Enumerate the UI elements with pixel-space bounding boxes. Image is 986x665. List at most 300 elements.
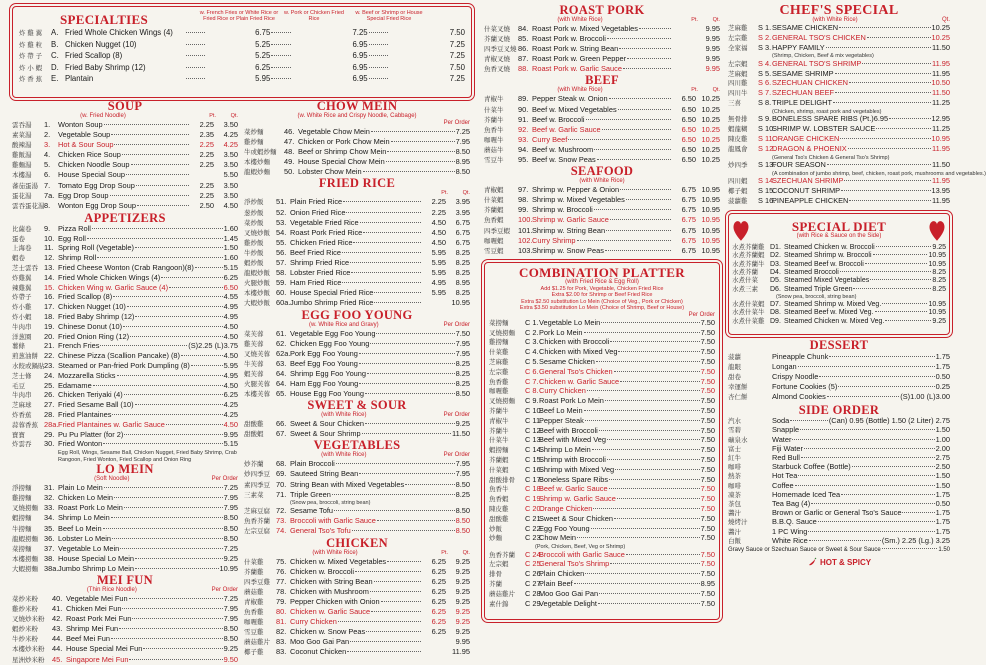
item-code: 49.	[284, 157, 295, 167]
item-price-pt: 6.75	[681, 215, 696, 225]
item-name: Beef Mei Fun	[66, 634, 110, 644]
item-price-qt: 3.50	[223, 180, 238, 190]
item-code: C 24.	[525, 549, 543, 559]
item-price: 7.25	[223, 594, 238, 604]
item-chinese: 水煮芥蘭牛	[732, 260, 765, 268]
item-price-qt: 9.95	[705, 54, 720, 64]
menu-item	[12, 483, 238, 493]
item-chinese: 菜炒麵	[244, 129, 264, 136]
item-name: Steamed Chicken w. Mixed Veg.	[784, 317, 885, 325]
item-code: 55.	[276, 237, 287, 247]
appetizers-section	[12, 212, 238, 463]
item-price: 7.50	[700, 598, 715, 608]
beef-title: BEEF	[585, 73, 619, 88]
menu-item	[244, 459, 470, 469]
item-price-pt: 2.25	[199, 140, 214, 150]
item-chinese: 炒麵	[489, 535, 502, 543]
menu-item	[244, 627, 470, 637]
item-price: 6.25	[223, 272, 238, 282]
chefs-qt: Qt.	[941, 17, 950, 23]
item-chinese: 菜炒飯	[244, 219, 264, 227]
item-name: Roast Pork Mei Fun	[66, 614, 132, 624]
item-chinese: 什菜雞	[489, 349, 509, 357]
item-code: D8.	[770, 309, 781, 317]
item-name: Almond Cookies	[772, 392, 826, 402]
item-chinese: 洋葱圈	[12, 333, 32, 341]
item-price: 7.25	[449, 74, 465, 83]
item-price-pt: 4.50	[431, 227, 446, 237]
item-price: 7.95	[455, 137, 470, 147]
item-name: SZECHUAN CHICKEN	[772, 78, 848, 88]
item-code: 62a.	[276, 348, 291, 358]
efy-sub: (w. White Rice and Gravy)	[308, 321, 379, 328]
leader-dots	[626, 554, 700, 555]
item-name: Steamed Mixed Vegetables	[784, 277, 870, 285]
item-code: 82.	[276, 627, 287, 637]
item-chinese: 菠蘿雞	[728, 197, 748, 205]
item-name: Fried Wonton	[58, 439, 103, 449]
leader-dots	[338, 621, 421, 622]
item-name: Hot & Sour Soup	[58, 140, 114, 150]
menu-item	[484, 135, 720, 145]
item-code: D6.	[770, 285, 781, 293]
item-code: 43.	[52, 624, 63, 634]
item-name: Steamed Chicken w. Broccoli	[784, 243, 875, 251]
leader-dots	[334, 510, 455, 511]
item-chinese: 蕃茄蛋湯	[12, 182, 38, 190]
item-code: 2.	[44, 130, 51, 140]
item-name: Brown or Garlic or General Tso's Sauce	[772, 508, 902, 518]
item-price: 1.60	[223, 223, 238, 233]
leader-dots	[835, 92, 931, 93]
fried-rice-title: FRIED RICE	[318, 176, 396, 191]
menu-item	[12, 554, 238, 564]
item-name: White Rice	[772, 535, 808, 545]
item-chinese: 椰子蝦	[728, 188, 748, 196]
item-chinese: 三素菜	[244, 491, 264, 499]
item-name: Plain Lo Mein	[58, 483, 103, 493]
item-price-pt: 4.50	[431, 237, 446, 247]
item-name: General Tso's Tofu	[290, 526, 351, 536]
menu-item	[484, 215, 720, 225]
leader-dots	[346, 212, 421, 213]
menu-item	[728, 445, 950, 454]
chefs-sub: (with White Rice)	[812, 17, 858, 23]
beef-qt: Qt.	[712, 87, 720, 94]
leader-dots	[387, 151, 454, 152]
menu-item	[244, 339, 470, 349]
ss-sub: (with White Rice)	[321, 412, 367, 419]
item-price: 10.95	[219, 563, 238, 573]
leader-dots	[801, 457, 935, 458]
item-chinese: 青椒牛	[484, 96, 504, 104]
item-price-pt: 6.50	[681, 94, 696, 104]
leader-dots	[387, 561, 421, 562]
item-chinese: 咖喱牛	[484, 136, 504, 144]
leader-dots	[123, 326, 223, 327]
leader-dots	[114, 497, 223, 498]
item-price-pt: 6.50	[681, 144, 696, 154]
item-name: Coffee	[772, 480, 794, 490]
item-note: (General Tso's Chicken & General Tso's Shrimp)	[772, 154, 890, 161]
leader-dots	[596, 361, 700, 362]
item-code: 7.	[44, 180, 51, 190]
item-name: GENERAL TSO'S SHRIMP	[772, 58, 862, 68]
item-name: Curry Chicken	[539, 386, 586, 396]
leader-dots	[122, 608, 222, 609]
menu-item	[12, 160, 238, 170]
item-chinese: 雞撈麵	[489, 339, 509, 347]
item-code: 52.	[276, 207, 287, 217]
veg-per-order: Per Order	[443, 452, 470, 459]
item-code: 40.	[52, 594, 63, 604]
item-price: 10.50	[931, 78, 950, 88]
item-name: Steamed Beef w. Mixed Veg.	[784, 309, 874, 317]
item-price: 5.15	[223, 263, 238, 273]
menu-item	[489, 319, 715, 329]
item-price: 1.50	[935, 471, 950, 481]
item-chinese: 甜酸雞	[244, 421, 264, 429]
specialty-item	[19, 63, 465, 75]
item-name: COCONUT SHRIMP	[772, 186, 841, 196]
item-chinese: 叉燒炒米粉	[12, 616, 45, 624]
chow-mein-per-order: Per Order	[443, 120, 470, 126]
item-code: 5.	[44, 160, 51, 170]
item-note: (Snow pea, broccoli, string bean)	[290, 499, 371, 506]
item-name: String Bean with Mixed Vegetables	[290, 479, 405, 489]
leader-dots	[826, 47, 931, 48]
item-chinese: 炸 小 蝦	[19, 64, 43, 72]
leader-dots	[870, 279, 931, 280]
leader-dots	[110, 195, 189, 196]
item-chinese: 大蝦炒飯	[244, 300, 270, 308]
item-code: 37.	[44, 543, 55, 553]
menu-item	[244, 349, 470, 359]
item-chinese: 蝦芙蓉	[244, 370, 264, 378]
menu-item	[489, 417, 715, 427]
leader-dots	[889, 118, 930, 119]
item-chinese: 芝士條	[12, 372, 32, 380]
item-code: 1.	[44, 120, 51, 129]
menu-item	[732, 261, 946, 269]
leader-dots	[362, 433, 451, 434]
leader-dots	[627, 58, 671, 59]
leader-dots	[363, 232, 421, 233]
item-code: 25.	[44, 380, 55, 390]
leader-dots	[405, 484, 454, 485]
item-name: SESAME SHRIMP	[772, 68, 834, 78]
item-price: 5.25	[255, 51, 271, 60]
item-code: 73.	[276, 516, 287, 526]
leader-dots	[377, 520, 455, 521]
menu-item	[244, 607, 470, 617]
leader-dots	[838, 386, 934, 387]
item-price-qt: 4.25	[223, 140, 238, 150]
item-code: 84.	[518, 24, 529, 33]
item-name: Beef w. Snow Peas	[532, 155, 596, 165]
item-name: ORANGE CHICKEN	[772, 133, 840, 143]
item-chinese: 薯條	[12, 343, 25, 351]
item-code: C 6.	[525, 366, 539, 376]
item-name: Wonton Egg Drop Soup	[58, 200, 136, 210]
item-name: Tomato Egg Drop Soup	[58, 180, 135, 190]
item-code: 30.	[44, 439, 55, 449]
item-price: 7.50	[700, 327, 715, 337]
item-price: 2.00	[935, 443, 950, 453]
item-code: 12.	[44, 253, 55, 263]
item-price: 7.50	[700, 405, 715, 415]
leader-dots	[599, 430, 700, 431]
item-price-qt: 8.25	[455, 247, 470, 257]
leader-dots	[615, 469, 699, 470]
item-chinese: 雪豆雞	[244, 629, 264, 637]
leader-dots	[865, 263, 928, 264]
item-name: Beef with Broccoli	[539, 425, 598, 435]
menu-item	[732, 301, 946, 309]
item-name: Roast Pork Lo Mein	[539, 396, 604, 406]
menu-item	[244, 516, 470, 526]
leader-dots	[620, 189, 671, 190]
item-price: 1.75	[935, 526, 950, 536]
leader-dots	[849, 200, 931, 201]
item-price-qt: 9.25	[455, 596, 470, 606]
item-code: 92.	[518, 124, 529, 134]
item-name: Pepper Steak w. Onion	[532, 94, 608, 104]
item-price: 1.60	[223, 253, 238, 263]
item-price-pt: 6.25	[431, 576, 446, 586]
leader-dots	[111, 134, 189, 135]
leader-dots	[100, 345, 187, 346]
item-price-pt: 6.75	[681, 205, 696, 215]
leader-dots	[369, 55, 388, 56]
item-chinese: 蒜蓉香蕉	[12, 421, 38, 429]
item-price: 6.75	[255, 28, 271, 37]
item-code: 68.	[276, 459, 287, 469]
item-price: 8.50	[223, 634, 238, 644]
menu-item	[12, 120, 238, 130]
leader-dots	[592, 449, 700, 450]
leader-dots	[350, 641, 421, 642]
item-price-qt: 9.25	[455, 586, 470, 596]
item-code: S 1.	[758, 23, 772, 32]
egg-foo-young-section	[244, 309, 470, 400]
item-price: 7.50	[700, 549, 715, 559]
leader-dots	[841, 190, 930, 191]
item-name: Chicken with Mixed Veg	[539, 347, 618, 357]
item-chinese: 雪豆蝦	[484, 247, 504, 255]
soup-sub: (w. Fried Noodle)	[80, 113, 126, 119]
item-name: Steamed Beef w. Broccoli	[784, 260, 864, 268]
chicken-sub: (with White Rice)	[312, 549, 358, 556]
leader-dots	[92, 228, 223, 229]
lo-mein-section	[12, 463, 238, 574]
leader-dots	[191, 365, 223, 366]
leader-dots	[336, 463, 455, 464]
item-code: 47.	[284, 137, 295, 147]
item-name: SESAME CHICKEN	[772, 23, 839, 32]
item-chinese: 炒四季豆	[244, 471, 270, 479]
item-chinese: 炸 雞 翼	[19, 30, 43, 37]
menu-item	[732, 244, 946, 252]
item-code: D2.	[770, 252, 781, 260]
item-code: 83.	[276, 647, 287, 657]
item-name: French Fries	[58, 341, 100, 351]
menu-item	[732, 277, 946, 285]
item-price-qt: 9.95	[705, 24, 720, 33]
item-name: Roast Pork w. Garlic Sauce	[532, 64, 622, 74]
item-chinese: 牛撈麵	[12, 525, 32, 533]
leader-dots	[902, 512, 934, 513]
item-price-qt: 6.75	[455, 227, 470, 237]
menu-item	[489, 600, 715, 610]
item-price: 1.75	[935, 517, 950, 527]
leader-dots	[181, 355, 223, 356]
item-price-qt: 10.25	[701, 134, 720, 144]
leader-dots	[584, 410, 700, 411]
leader-dots	[614, 518, 700, 519]
menu-item	[728, 161, 950, 171]
item-price: 10.95	[928, 309, 946, 317]
item-note: (Shrimp, Chicken, Beef & mix vegetables)	[772, 53, 874, 60]
leader-dots	[111, 638, 223, 639]
menu-item	[728, 44, 950, 54]
item-name: Egg Roll	[58, 233, 86, 243]
item-chinese: 寶寶	[12, 431, 25, 439]
item-chinese: 芝士雲吞	[12, 265, 38, 273]
item-price-pt: 6.75	[681, 235, 696, 245]
item-price-pt: 2.35	[199, 130, 214, 140]
item-name: Roast Pork w. String Bean	[532, 44, 619, 54]
item-name: HAPPY FAMILY	[772, 42, 825, 52]
item-code: 44.	[52, 634, 63, 644]
item-name: Plain Broccoli	[290, 459, 335, 469]
menu-item	[489, 495, 715, 505]
item-price: (S)2.25 (L)3.75	[188, 341, 238, 351]
item-price: 4.50	[223, 331, 238, 341]
menu-item	[728, 472, 950, 481]
leader-dots	[610, 563, 699, 564]
item-code: C 9.	[525, 396, 539, 406]
item-code: S 6.	[758, 78, 772, 88]
menu-item	[489, 436, 715, 446]
menu-item	[484, 24, 720, 34]
item-price: 7.50	[700, 396, 715, 406]
item-chinese: 龍蝦炒飯	[244, 270, 270, 278]
menu-item	[12, 624, 238, 634]
menu-item	[244, 288, 470, 298]
item-name: Vegetable Soup	[58, 130, 111, 140]
item-code: 75.	[276, 556, 287, 566]
item-name: Moo Goo Gai Pan	[290, 637, 350, 647]
item-name: Shrimp Lo Mein	[58, 513, 110, 523]
item-price: 7.50	[700, 347, 715, 357]
leader-dots	[124, 507, 223, 508]
item-code: 93.	[518, 134, 529, 144]
item-note: (Pork, Chicken, Beef, Veg or Shrimp)	[535, 544, 626, 551]
menu-item	[728, 382, 950, 392]
item-name: Chicken Mei Fun	[66, 604, 122, 614]
leader-dots	[369, 44, 388, 45]
menu-item	[484, 195, 720, 205]
item-code: C 1.	[525, 317, 539, 327]
item-chinese: 牛炒飯	[244, 249, 264, 257]
item-name: Chicken Nugget (10)	[58, 302, 126, 312]
item-price: 7.95	[223, 604, 238, 614]
item-price-pt: 6.25	[431, 606, 446, 616]
item-chinese: 富士	[728, 445, 741, 453]
item-name: Longan	[772, 361, 797, 371]
menu-item	[489, 407, 715, 417]
item-price-qt: 9.25	[455, 576, 470, 586]
menu-item	[489, 515, 715, 525]
leader-dots	[135, 568, 219, 569]
item-price: 8.50	[223, 533, 238, 543]
item-chinese: 蘑菇雞片	[244, 639, 270, 647]
menu-item	[484, 115, 720, 125]
menu-item	[728, 426, 950, 435]
leader-dots	[618, 351, 699, 352]
menu-item	[12, 513, 238, 523]
ss-title: SWEET & SOUR	[307, 398, 407, 413]
leader-dots	[610, 341, 699, 342]
leader-dots	[862, 63, 931, 64]
item-name: Chicken with Mushroom	[290, 586, 369, 596]
leader-dots	[639, 28, 671, 29]
item-chinese: 比薩卷	[12, 225, 32, 233]
menu-item	[12, 493, 238, 503]
item-chinese: 雞芙蓉	[244, 340, 264, 348]
leader-dots	[342, 282, 421, 283]
item-name: Spring Roll (Vegetable)	[58, 243, 135, 253]
item-price-pt: 6.75	[681, 185, 696, 195]
item-code: 17.	[44, 302, 55, 312]
item-code: 72.	[276, 506, 287, 516]
item-name: Sweet & Sour Chicken	[539, 513, 613, 523]
item-chinese: 咖啡	[728, 482, 741, 490]
leader-dots	[371, 611, 421, 612]
item-price: 8.25	[455, 368, 470, 378]
leader-dots	[119, 628, 222, 629]
menu-item	[728, 352, 950, 362]
item-code: 103.	[518, 245, 533, 255]
item-chinese: 火腿炒飯	[244, 280, 270, 288]
item-chinese: 本樓炒麵	[244, 159, 270, 167]
leader-dots	[835, 73, 931, 74]
item-name: Shrimp w. Garlic Sauce	[539, 494, 616, 504]
item-name: Pork Lo Mein	[539, 327, 583, 337]
leader-dots	[607, 38, 671, 39]
item-price: 6.95	[352, 74, 368, 83]
menu-item	[489, 348, 715, 358]
item-chinese: 本樓湯	[12, 172, 32, 180]
leader-dots	[370, 591, 421, 592]
item-name: Jumbo Shrimp Fried Rice	[290, 298, 374, 308]
item-code: 13.	[44, 263, 55, 273]
menu-item	[728, 197, 950, 207]
item-name: Shrimp Lo Mein	[539, 445, 591, 455]
item-code: 38.	[44, 553, 55, 563]
item-chinese: 青椒蝦	[484, 187, 504, 195]
leader-dots	[87, 238, 223, 239]
item-price-qt: 9.25	[455, 627, 470, 637]
item-price: 1.50	[935, 480, 950, 490]
item-chinese: 陳皮雞	[728, 135, 748, 143]
menu-item	[489, 378, 715, 388]
item-code: C 4.	[525, 347, 539, 357]
item-chinese: 全家福	[728, 44, 748, 52]
item-chinese: 凍茶	[728, 491, 741, 499]
item-name: Fiji Water	[772, 443, 803, 453]
